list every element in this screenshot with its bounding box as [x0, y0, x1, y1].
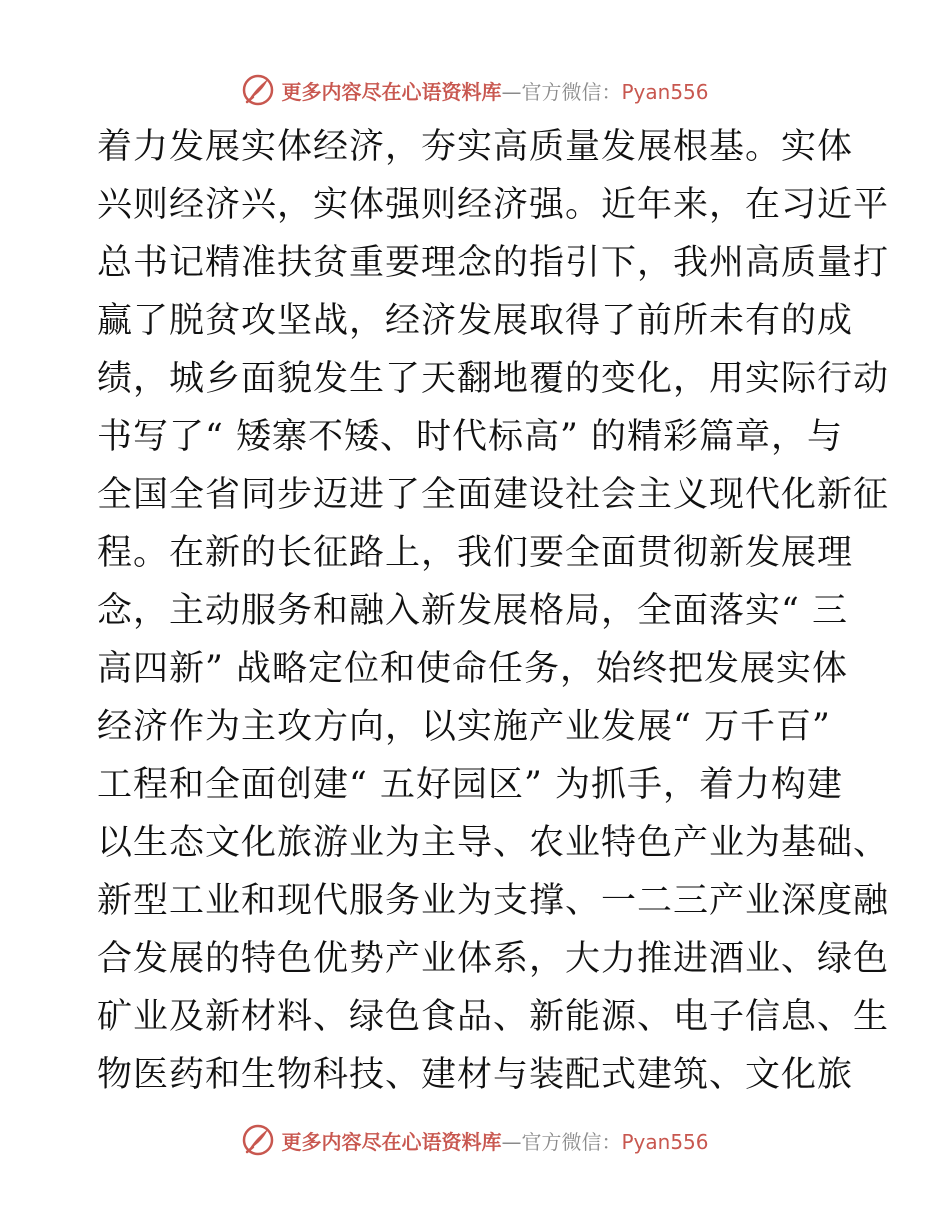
header-promo-text — [281, 76, 708, 105]
footer-wechat-label: 官方微信： — [521, 1129, 622, 1154]
body-line: 矿业及新材料、绿色食品、新能源、电子信息、生 — [97, 997, 890, 1037]
body-line: 高四新” 战略定位和使命任务，始终把发展实体 — [97, 649, 849, 689]
header-promo: 更多内容尽在心语资料库 — [281, 79, 502, 104]
body-line: 总书记精准扶贫重要理念的指引下，我州高质量打 — [97, 243, 890, 283]
footer-account: Pyan556 — [621, 1129, 709, 1154]
footer-dash: — — [501, 1129, 522, 1154]
body-line: 兴则经济兴，实体强则经济强。近年来，在习近平 — [97, 185, 890, 225]
body-line: 工程和全面创建“ 五好园区” 为抓手，着力构建 — [97, 765, 844, 805]
quill-logo-icon — [241, 1123, 275, 1157]
body-line: 赢了脱贫攻坚战，经济发展取得了前所未有的成 — [97, 301, 854, 341]
body-line: 着力发展实体经济，夯实高质量发展根基。实体 — [97, 127, 854, 167]
header-wechat-label: 官方微信： — [521, 79, 622, 104]
footer-promo-text — [281, 1126, 708, 1155]
body-line: 物医药和生物科技、建材与装配式建筑、文化旅 — [97, 1055, 854, 1095]
header-banner — [0, 70, 950, 110]
body-line: 书写了“ 矮寨不矮、时代标高” 的精彩篇章，与 — [97, 417, 844, 457]
header-account: Pyan556 — [621, 79, 709, 104]
footer-banner — [0, 1120, 950, 1160]
body-line: 程。在新的长征路上，我们要全面贯彻新发展理 — [97, 533, 854, 573]
body-line: 经济作为主攻方向，以实施产业发展“ 万千百” — [97, 707, 831, 747]
body-line: 新型工业和现代服务业为支撑、一二三产业深度融 — [97, 881, 890, 921]
body-line: 绩，城乡面貌发生了天翻地覆的变化，用实际行动 — [97, 359, 890, 399]
body-line: 念，主动服务和融入新发展格局，全面落实“ 三 — [97, 591, 849, 631]
header-dash: — — [501, 79, 522, 104]
body-line: 全国全省同步迈进了全面建设社会主义现代化新征 — [97, 475, 890, 515]
body-line: 合发展的特色优势产业体系，大力推进酒业、绿色 — [97, 939, 890, 979]
body-line: 以生态文化旅游业为主导、农业特色产业为基础、 — [97, 823, 890, 863]
document-body — [97, 118, 890, 1104]
footer-promo: 更多内容尽在心语资料库 — [281, 1129, 502, 1154]
quill-logo-icon — [241, 73, 275, 107]
